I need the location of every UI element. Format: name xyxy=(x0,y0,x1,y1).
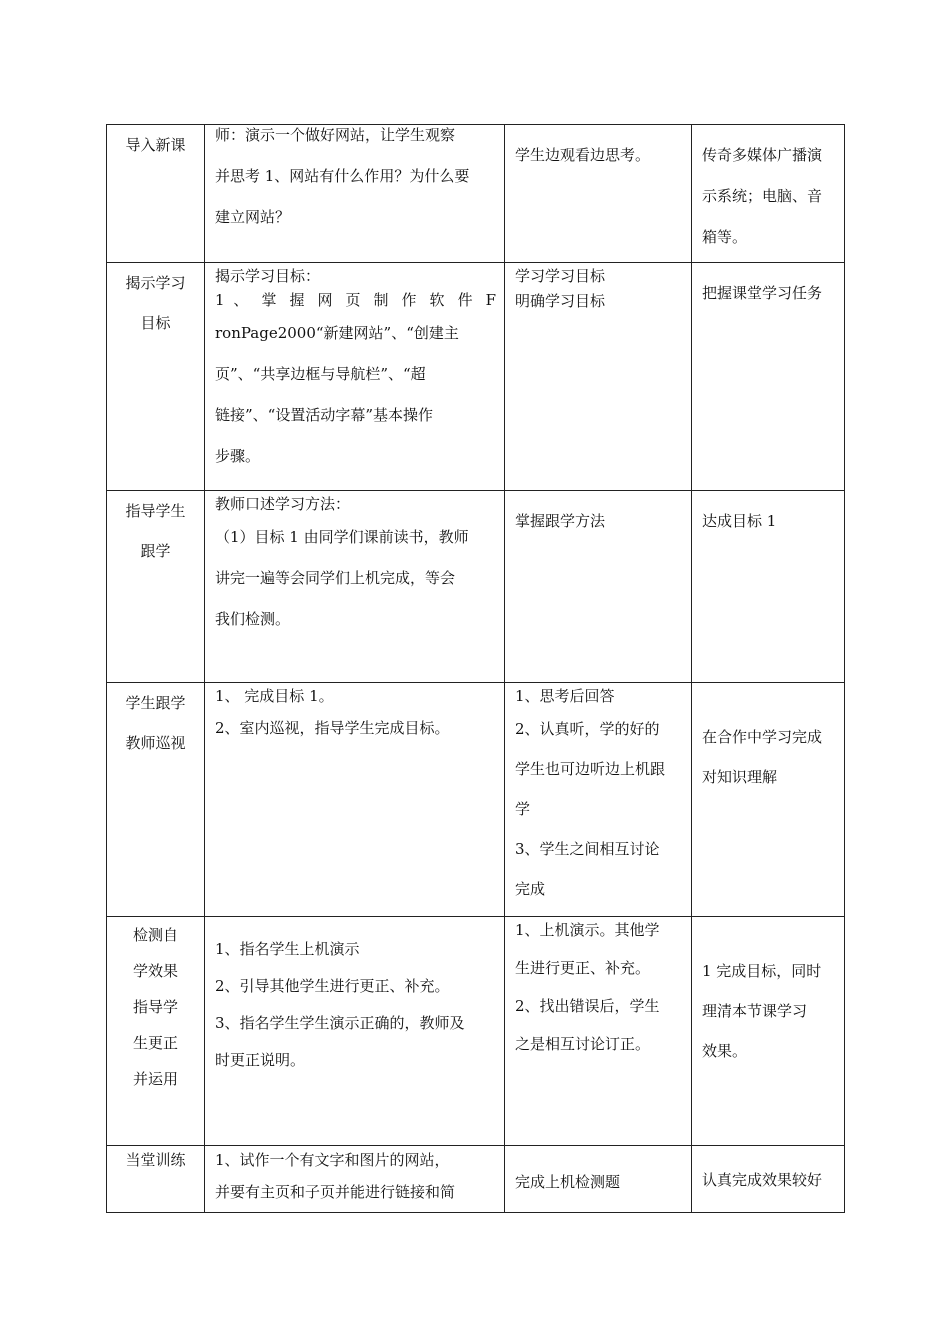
teacher-text: 建立网站？ xyxy=(215,208,291,226)
teacher-text: （1）目标 1 由同学们课前读书，教师 xyxy=(215,528,469,546)
note-text: 1 完成目标，同时 xyxy=(702,962,822,980)
note-text: 认真完成效果较好 xyxy=(702,1171,823,1189)
note-cell xyxy=(692,125,845,263)
teacher-cell xyxy=(205,491,505,683)
student-text: 3、学生之间相互讨论 xyxy=(515,840,660,858)
teacher-text: 并思考 1、网站有什么作用？为什么要 xyxy=(215,167,470,185)
table-row xyxy=(107,1146,845,1213)
stage-cell xyxy=(107,917,205,1146)
student-cell xyxy=(505,263,692,491)
stage-text: 检测自 xyxy=(132,926,178,944)
stage-cell xyxy=(107,1146,205,1213)
teacher-text: 1、 完成目标 1。 xyxy=(215,687,334,705)
stage-text: 并运用 xyxy=(132,1070,178,1088)
student-text: 2、找出错误后，学生 xyxy=(515,997,660,1015)
student-text: 完成 xyxy=(515,880,546,898)
stage-text: 生更正 xyxy=(132,1034,178,1052)
teacher-cell xyxy=(205,263,505,491)
stage-text: 导入新课 xyxy=(125,136,186,154)
note-text: 达成目标 1 xyxy=(702,512,777,530)
note-cell xyxy=(692,263,845,491)
note-cell xyxy=(692,917,845,1146)
teacher-text: 步骤。 xyxy=(215,447,261,465)
stage-text: 跟学 xyxy=(140,542,171,560)
student-text: 学习学习目标 xyxy=(515,267,606,285)
note-text: 在合作中学习完成 xyxy=(702,728,823,746)
teacher-text: 揭示学习目标： xyxy=(215,267,321,285)
student-text: 生进行更正、补充。 xyxy=(515,959,651,977)
teacher-cell xyxy=(205,683,505,917)
teacher-text: 讲完一遍等会同学们上机完成，等会 xyxy=(215,569,456,587)
student-cell xyxy=(505,491,692,683)
stage-text: 指导学 xyxy=(132,998,178,1016)
stage-text: 当堂训练 xyxy=(125,1151,186,1169)
teacher-cell xyxy=(205,1146,505,1213)
note-text: 理清本节课学习 xyxy=(702,1002,808,1020)
stage-text: 指导学生 xyxy=(125,502,186,520)
teacher-cell xyxy=(205,125,505,263)
teacher-text: 3、指名学生学生演示正确的，教师及 xyxy=(215,1014,465,1032)
note-text: 效果。 xyxy=(702,1042,748,1060)
student-text: 明确学习目标 xyxy=(515,292,606,310)
table-row xyxy=(107,263,845,491)
teacher-text: 师：演示一个做好网站，让学生观察 xyxy=(215,126,456,144)
stage-text: 学效果 xyxy=(132,962,178,980)
stage-text: 目标 xyxy=(140,314,171,332)
student-cell xyxy=(505,917,692,1146)
note-cell xyxy=(692,491,845,683)
student-text: 之是相互讨论订正。 xyxy=(515,1035,651,1053)
stage-text: 揭示学习 xyxy=(125,274,186,292)
student-text: 学生边观看边思考。 xyxy=(515,146,651,164)
student-text: 完成上机检测题 xyxy=(515,1173,621,1191)
student-text: 学 xyxy=(515,800,531,818)
teacher-text: 时更正说明。 xyxy=(215,1051,306,1069)
note-text: 把握课堂学习任务 xyxy=(702,284,823,302)
note-text: 对知识理解 xyxy=(702,768,778,786)
teacher-text: 我们检测。 xyxy=(215,610,291,628)
student-cell xyxy=(505,1146,692,1213)
stage-cell xyxy=(107,125,205,263)
teacher-text: 1、试作一个有文字和图片的网站， xyxy=(215,1151,450,1169)
note-text: 箱等。 xyxy=(702,228,748,246)
teacher-cell xyxy=(205,917,505,1146)
student-text: 1、上机演示。其他学 xyxy=(515,921,660,939)
teacher-text: 2、引导其他学生进行更正、补充。 xyxy=(215,977,450,995)
student-text: 1、思考后回答 xyxy=(515,687,615,705)
lesson-plan-table xyxy=(106,124,845,1213)
teacher-text: 页”、“共享边框与导航栏”、“超 xyxy=(215,365,426,383)
note-text: 传奇多媒体广播演 xyxy=(702,146,823,164)
table-row xyxy=(107,683,845,917)
student-text: 学生也可边听边上机跟 xyxy=(515,760,666,778)
student-cell xyxy=(505,683,692,917)
stage-cell xyxy=(107,491,205,683)
student-cell xyxy=(505,125,692,263)
teacher-text: 2、室内巡视，指导学生完成目标。 xyxy=(215,719,450,737)
note-cell xyxy=(692,1146,845,1213)
stage-text: 教师巡视 xyxy=(125,734,186,752)
teacher-text: 链接”、“设置活动字幕”基本操作 xyxy=(215,406,434,424)
table-row xyxy=(107,491,845,683)
teacher-text: ronPage2000“新建网站”、“创建主 xyxy=(215,324,459,342)
teacher-text: 1 、 掌 握 网 页 制 作 软 件 F xyxy=(215,291,496,309)
note-cell xyxy=(692,683,845,917)
table-row xyxy=(107,125,845,263)
teacher-text: 1、指名学生上机演示 xyxy=(215,940,360,958)
stage-text: 学生跟学 xyxy=(125,694,186,712)
teacher-text: 教师口述学习方法： xyxy=(215,495,351,513)
note-text: 示系统；电脑、音 xyxy=(702,187,823,205)
student-text: 掌握跟学方法 xyxy=(515,512,606,530)
teacher-text: 并要有主页和子页并能进行链接和简 xyxy=(215,1183,456,1201)
table-row xyxy=(107,917,845,1146)
stage-cell xyxy=(107,263,205,491)
stage-cell xyxy=(107,683,205,917)
student-text: 2、认真听，学的好的 xyxy=(515,720,660,738)
